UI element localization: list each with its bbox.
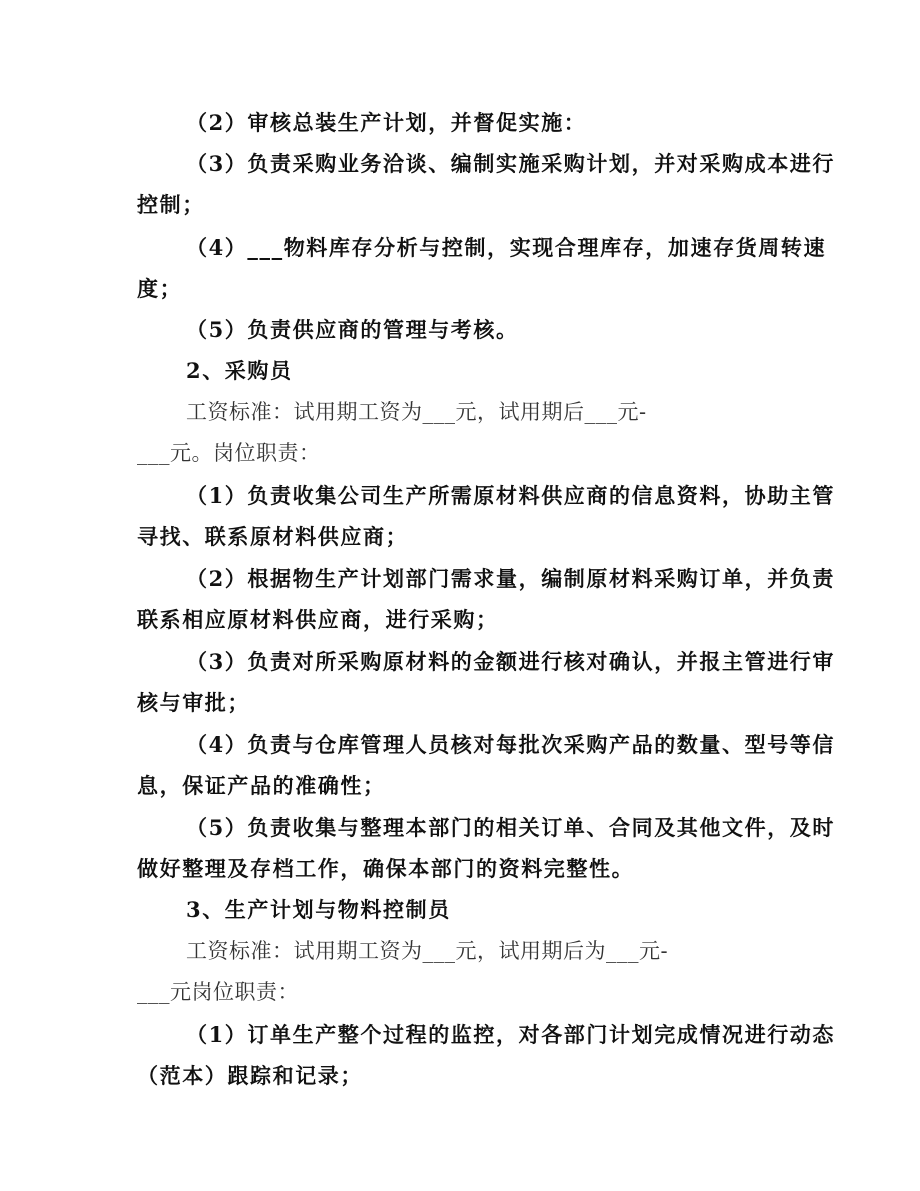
planner-duty-1-text: （1）订单生产整个过程的监控，对各部门计划完成情况进行动态 (186, 1022, 836, 1047)
planner-duty-1-continuation: （范本）跟踪和记录； (137, 1063, 363, 1088)
duty-item-3-text: （3）负责采购业务洽谈、编制实施采购计划，并对采购成本进行 (186, 151, 836, 176)
salary-standard-planner: 工资标准：试用期工资为___元，试用期后为___元- (186, 939, 669, 963)
buyer-duty-3-text: （3）负责对所采购原材料的金额进行核对确认，并报主管进行审 (186, 649, 836, 674)
duty-item-4-text: （4）___物料库存分析与控制，实现合理库存，加速存货周转速 (186, 235, 827, 260)
buyer-duty-1-continuation: 寻找、联系原材料供应商； (137, 524, 409, 549)
buyer-duty-5-text: （5）负责收集与整理本部门的相关订单、合同及其他文件，及时 (186, 815, 836, 840)
duty-item-2-text: （2）审核总装生产计划，并督促实施： (186, 110, 587, 135)
section-heading-buyer: 2、采购员 (186, 358, 293, 383)
salary-standard-buyer: 工资标准：试用期工资为___元，试用期后___元- (186, 400, 647, 424)
buyer-duty-5-continuation: 做好整理及存档工作，确保本部门的资料完整性。 (137, 856, 635, 881)
buyer-duty-2-continuation: 联系相应原材料供应商，进行采购； (137, 607, 499, 632)
buyer-duty-2-text: （2）根据物生产计划部门需求量，编制原材料采购订单，并负责 (186, 566, 836, 591)
buyer-duty-4-continuation: 息，保证产品的准确性； (137, 773, 386, 798)
section-heading-planner: 3、生产计划与物料控制员 (186, 897, 451, 922)
buyer-duty-4-text: （4）负责与仓库管理人员核对每批次采购产品的数量、型号等信 (186, 732, 836, 757)
salary-standard-buyer-continuation: ___元。岗位职责： (137, 441, 321, 465)
duty-item-4-continuation: 度； (137, 276, 183, 301)
buyer-duty-3-continuation: 核与审批； (137, 690, 250, 715)
buyer-duty-1-text: （1）负责收集公司生产所需原材料供应商的信息资料，协助主管 (186, 483, 836, 508)
duty-item-5-text: （5）负责供应商的管理与考核。 (186, 317, 519, 342)
salary-standard-planner-continuation: ___元岗位职责： (137, 980, 299, 1004)
duty-item-3-continuation: 控制； (137, 192, 205, 217)
